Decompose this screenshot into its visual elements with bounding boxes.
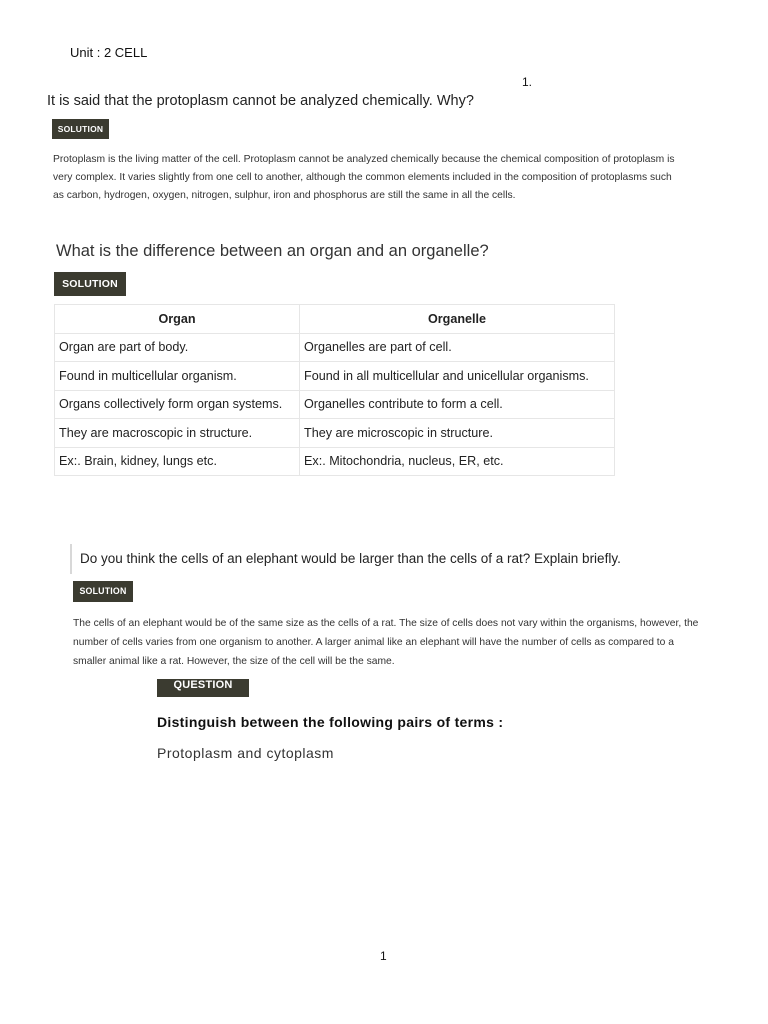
question-4-item: Protoplasm and cytoplasm bbox=[157, 745, 334, 761]
header-organelle: Organelle bbox=[300, 305, 615, 334]
question-number: 1. bbox=[522, 75, 533, 89]
table-cell: Found in all multicellular and unicellular organisms. bbox=[300, 362, 615, 391]
question-2-text: What is the difference between an organ and an organelle? bbox=[56, 242, 489, 260]
question-badge: QUESTION bbox=[157, 679, 249, 697]
table-cell: Found in multicellular organism. bbox=[55, 362, 300, 391]
table-cell: Organelles are part of cell. bbox=[300, 333, 615, 362]
quote-bar bbox=[70, 544, 72, 574]
organ-organelle-table bbox=[54, 304, 615, 476]
table-row bbox=[55, 333, 615, 362]
table-row bbox=[55, 447, 615, 476]
table-cell: Ex:. Mitochondria, nucleus, ER, etc. bbox=[300, 447, 615, 476]
table-header-row bbox=[55, 305, 615, 334]
header-organ: Organ bbox=[55, 305, 300, 334]
answer-3-text: The cells of an elephant would be of the same size as the cells of a rat. The size of cells does not vary within the organisms, however, the number of cells varies from one organism to another. A larger animal like an elephant will have the number of cells as compared to a smaller animal like a rat. However, the size of the cell will be the same. bbox=[73, 618, 699, 667]
table-cell: Organelles contribute to form a cell. bbox=[300, 390, 615, 419]
table-cell: They are macroscopic in structure. bbox=[55, 419, 300, 448]
table-cell: Organs collectively form organ systems. bbox=[55, 390, 300, 419]
page-number: 1 bbox=[380, 949, 387, 963]
solution-badge-2: SOLUTION bbox=[54, 272, 126, 296]
table-cell: They are microscopic in structure. bbox=[300, 419, 615, 448]
solution-badge-3: SOLUTION bbox=[73, 581, 133, 602]
solution-badge-1: SOLUTION bbox=[52, 119, 109, 139]
question-4-title: Distinguish between the following pairs of terms : bbox=[157, 714, 504, 730]
table-cell: Organ are part of body. bbox=[55, 333, 300, 362]
table-row bbox=[55, 390, 615, 419]
answer-1-text: Protoplasm is the living matter of the cell. Protoplasm cannot be analyzed chemically because the chemical composition of protoplasm is very complex. It varies slightly from one cell to another, although the common elements included in the composition of protoplasms such as carbon, hydrogen, oxygen, nitrogen, sulphur, iron and phosphorus are still the same in all the cells. bbox=[53, 154, 675, 202]
unit-heading: Unit : 2 CELL bbox=[70, 45, 148, 60]
question-1-text: It is said that the protoplasm cannot be analyzed chemically. Why? bbox=[47, 93, 474, 109]
table-row bbox=[55, 419, 615, 448]
table-cell: Ex:. Brain, kidney, lungs etc. bbox=[55, 447, 300, 476]
table-row bbox=[55, 362, 615, 391]
question-3-text: Do you think the cells of an elephant would be larger than the cells of a rat? Explain briefly. bbox=[80, 551, 621, 566]
